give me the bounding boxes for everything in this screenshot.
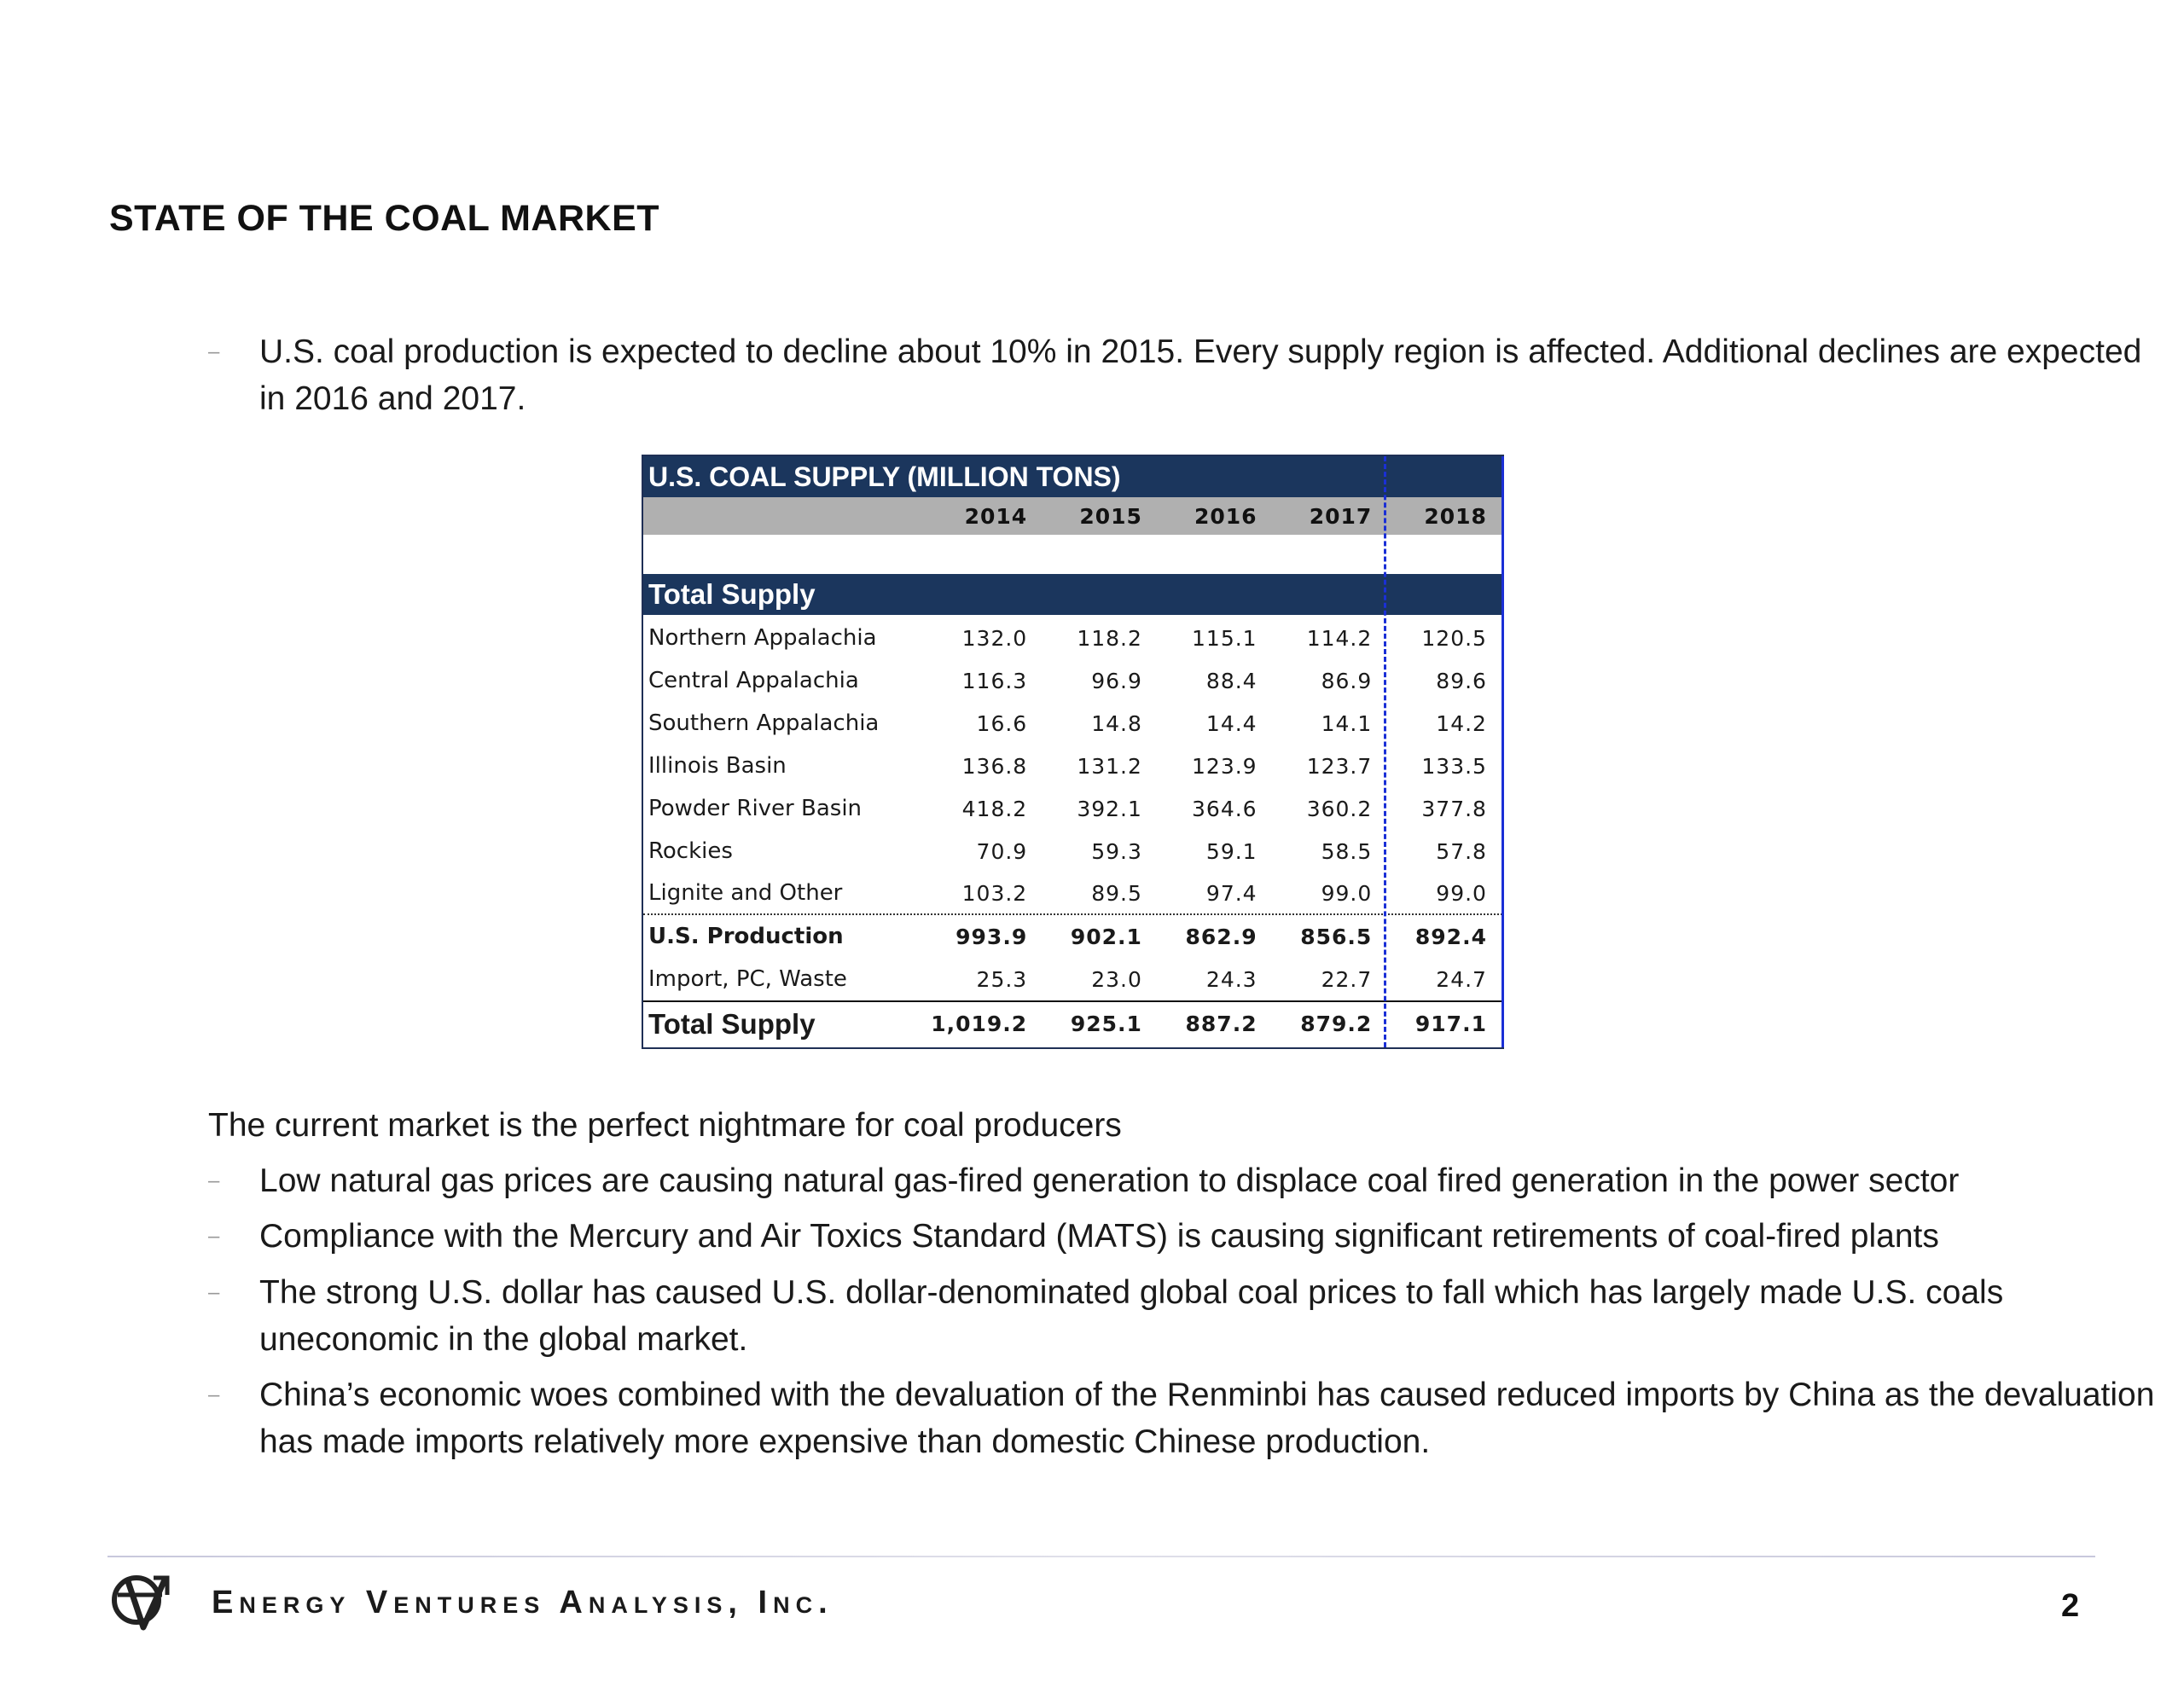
bullet-text: Low natural gas prices are causing natural gas-fired generation to displace coal fired generation in the power sector — [259, 1162, 1960, 1199]
row-value-2016: 115.1 — [1192, 625, 1258, 651]
row-value-2015: 89.5 — [1091, 880, 1142, 906]
bullet-marker: – — [208, 1225, 220, 1248]
row-label: Illinois Basin — [648, 753, 787, 779]
row-value-2015: 23.0 — [1091, 966, 1142, 992]
row-value-2018: 14.2 — [1436, 710, 1487, 736]
intro-bullet — [208, 328, 2170, 422]
year-2015: 2015 — [1079, 503, 1142, 529]
row-value-2017: 123.7 — [1306, 753, 1373, 779]
year-2017: 2017 — [1309, 503, 1373, 529]
row-value-2014: 116.3 — [961, 668, 1028, 693]
table-row — [643, 617, 1502, 659]
table-row — [643, 915, 1502, 958]
table-row — [643, 659, 1502, 702]
coal-supply-table — [642, 455, 1504, 1049]
row-value-2014: 1,019.2 — [931, 1012, 1028, 1036]
year-2018: 2018 — [1424, 503, 1487, 529]
row-value-2015: 392.1 — [1077, 796, 1142, 821]
bullet-item — [208, 1371, 2170, 1465]
row-value-2018: 24.7 — [1436, 966, 1487, 992]
row-value-2014: 16.6 — [976, 710, 1028, 736]
bullet-item — [208, 1213, 2170, 1260]
row-value-2017: 58.5 — [1321, 838, 1373, 864]
row-label: Rockies — [648, 838, 733, 864]
row-value-2015: 925.1 — [1070, 1012, 1142, 1036]
row-value-2016: 88.4 — [1205, 668, 1258, 693]
page-title: STATE OF THE COAL MARKET — [109, 198, 660, 239]
row-label: Total Supply — [648, 1007, 816, 1040]
bullet-text: Compliance with the Mercury and Air Toxics Standard (MATS) is causing significant retirements of coal-fired plants — [259, 1218, 1939, 1255]
page-number: 2 — [2061, 1588, 2080, 1624]
row-value-2014: 993.9 — [956, 924, 1028, 949]
row-label: Southern Appalachia — [648, 710, 880, 736]
row-value-2016: 862.9 — [1185, 924, 1258, 949]
bullet-marker: – — [208, 1169, 220, 1192]
row-label: Lignite and Other — [648, 880, 843, 906]
row-label: Central Appalachia — [648, 668, 859, 693]
subheading: The current market is the perfect nightmare for coal producers — [208, 1107, 1122, 1144]
section-header — [643, 574, 1502, 615]
row-value-2015: 59.3 — [1091, 838, 1142, 864]
row-value-2017: 22.7 — [1321, 966, 1373, 992]
row-value-2017: 856.5 — [1300, 924, 1373, 949]
row-value-2014: 418.2 — [961, 796, 1028, 821]
row-value-2016: 97.4 — [1205, 880, 1258, 906]
table-row — [643, 830, 1502, 872]
row-value-2018: 892.4 — [1414, 924, 1487, 949]
row-value-2014: 25.3 — [976, 966, 1028, 992]
row-label: Import, PC, Waste — [648, 966, 847, 992]
year-2014: 2014 — [964, 503, 1028, 529]
row-value-2017: 99.0 — [1321, 880, 1373, 906]
row-value-2015: 14.8 — [1091, 710, 1142, 736]
table-row — [643, 787, 1502, 830]
row-value-2016: 24.3 — [1205, 966, 1258, 992]
row-value-2015: 131.2 — [1077, 753, 1142, 779]
table-row — [643, 745, 1502, 787]
table-title: U.S. COAL SUPPLY (MILLION TONS) — [648, 461, 1121, 492]
row-value-2018: 133.5 — [1421, 753, 1487, 779]
table-row — [643, 958, 1502, 1000]
row-value-2018: 99.0 — [1436, 880, 1487, 906]
row-value-2015: 902.1 — [1070, 924, 1142, 949]
bullet-marker: – — [208, 1281, 220, 1304]
row-value-2016: 887.2 — [1185, 1012, 1258, 1036]
row-value-2014: 103.2 — [961, 880, 1028, 906]
company-name: Energy Ventures Analysis, Inc. — [212, 1585, 834, 1620]
row-label: U.S. Production — [648, 924, 844, 949]
row-value-2016: 14.4 — [1205, 710, 1258, 736]
bullet-marker: – — [208, 1383, 220, 1406]
row-value-2018: 120.5 — [1421, 625, 1487, 651]
row-value-2017: 14.1 — [1321, 710, 1373, 736]
row-value-2018: 917.1 — [1414, 1012, 1487, 1036]
row-value-2014: 136.8 — [961, 753, 1028, 779]
row-value-2016: 123.9 — [1192, 753, 1258, 779]
forecast-divider-line — [1384, 456, 1386, 1047]
forecast-border-line — [1502, 456, 1504, 1047]
row-value-2018: 377.8 — [1421, 796, 1487, 821]
row-value-2014: 70.9 — [976, 838, 1028, 864]
row-label: Powder River Basin — [648, 796, 863, 821]
row-label: Northern Appalachia — [648, 625, 877, 651]
row-value-2018: 57.8 — [1436, 838, 1487, 864]
year-header-row — [643, 497, 1502, 535]
intro-bullet-text: U.S. coal production is expected to decline about 10% in 2015. Every supply region is affected. Additional declines are expected in 2016 and 2017. — [259, 333, 2142, 417]
row-value-2016: 59.1 — [1205, 838, 1258, 864]
footer-divider — [107, 1556, 2095, 1557]
row-value-2017: 114.2 — [1306, 625, 1373, 651]
bullet-item — [208, 1269, 2170, 1363]
row-value-2017: 360.2 — [1306, 796, 1373, 821]
row-value-2015: 96.9 — [1091, 668, 1142, 693]
row-value-2018: 89.6 — [1436, 668, 1487, 693]
table-header — [643, 456, 1502, 497]
year-2016: 2016 — [1194, 503, 1258, 529]
row-value-2017: 86.9 — [1321, 668, 1373, 693]
table-row — [643, 702, 1502, 745]
row-value-2014: 132.0 — [961, 625, 1028, 651]
bullet-item — [208, 1157, 2170, 1204]
table-row — [643, 872, 1502, 915]
row-value-2017: 879.2 — [1300, 1012, 1373, 1036]
section-title: Total Supply — [648, 578, 816, 610]
row-value-2016: 364.6 — [1192, 796, 1258, 821]
bullet-text: China’s economic woes combined with the devaluation of the Renminbi has caused reduced imports by China as the devaluation has made imports relatively more expensive than domestic Chinese production. — [259, 1377, 2155, 1460]
bullet-marker: – — [208, 340, 220, 363]
bullet-text: The strong U.S. dollar has caused U.S. dollar-denominated global coal prices to fall which has largely made U.S. coals uneconomic in the global market. — [259, 1274, 2004, 1358]
row-value-2015: 118.2 — [1077, 625, 1142, 651]
table-row — [643, 1000, 1502, 1046]
company-logo-icon — [109, 1569, 174, 1634]
